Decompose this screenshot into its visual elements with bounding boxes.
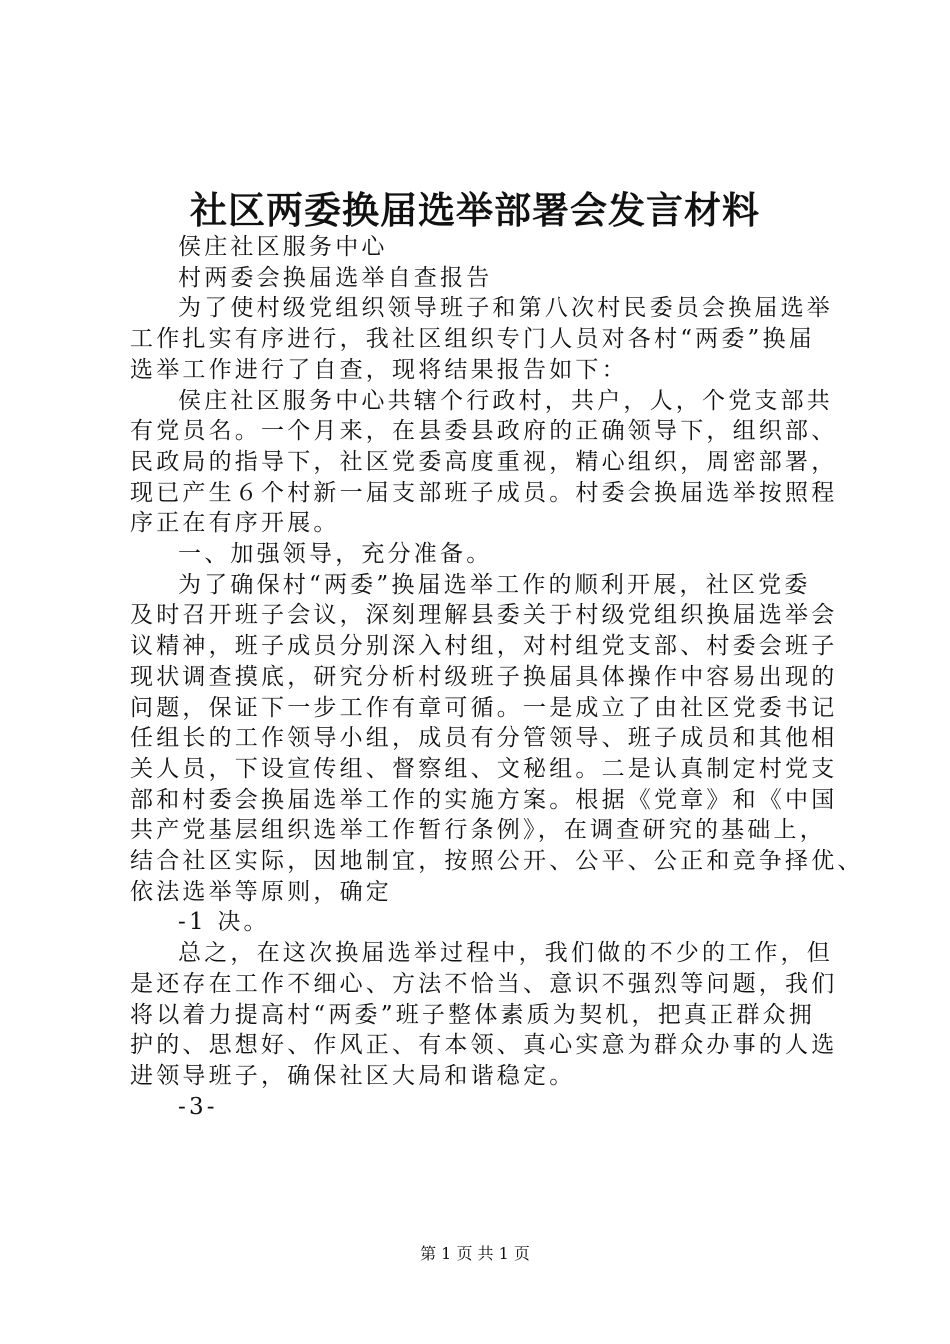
- text-line: 关人员，下设宣传组、督察组、文秘组。二是认真制定村党支: [130, 755, 838, 782]
- text-line: 为了使村级党组织领导班子和第八次村民委员会换届选举: [178, 295, 833, 322]
- text-line: 问题，保证下一步工作有章可循。一是成立了由社区党委书记: [130, 694, 838, 721]
- text-line: 议精神，班子成员分别深入村组，对村组党支部、村委会班子: [130, 633, 838, 660]
- text-line: 现已产生６个村新一届支部班子成员。村委会换届选举按照程: [130, 479, 838, 506]
- text-line: 护的、思想好、作风正、有本领、真心实意为群众办事的人选: [130, 1032, 838, 1059]
- text-line: 共产党基层组织选举工作暂行条例》，在调查研究的基础上，: [130, 817, 826, 844]
- text-line: 民政局的指导下，社区党委高度重视，精心组织，周密部署，: [130, 448, 838, 475]
- text-line: 为了确保村“两委”换届选举工作的顺利开展，社区党委: [178, 571, 811, 598]
- text-line: 村两委会换届选举自查报告: [178, 264, 493, 291]
- text-line: -3-: [178, 1093, 218, 1120]
- text-line: 依法选举等原则，确定: [130, 878, 392, 905]
- document-title: 社区两委换届选举部署会发言材料: [190, 188, 760, 232]
- text-line: 侯庄社区服务中心: [178, 234, 388, 260]
- text-line: 总之，在这次换届选举过程中，我们做的不少的工作，但: [178, 940, 833, 967]
- text-line: 侯庄社区服务中心共辖个行政村，共户，人，个党支部共: [178, 387, 833, 414]
- text-line: 部和村委会换届选举工作的实施方案。根据《党章》和《中国: [130, 786, 838, 813]
- document-body: [130, 232, 864, 1122]
- text-line: 及时召开班子会议，深刻理解县委关于村级党组织换届选举会: [130, 602, 838, 629]
- page-footer: 第 1 页 共 1 页: [420, 1244, 530, 1263]
- text-line: 现状调查摸底，研究分析村级班子换届具体操作中容易出现的: [130, 663, 838, 690]
- text-line: 结合社区实际，因地制宜，按照公开、公平、公正和竞争择优、: [130, 848, 864, 875]
- text-line: 选举工作进行了自查，现将结果报告如下：: [130, 356, 628, 383]
- text-line: 一、加强领导，充分准备。: [178, 541, 493, 568]
- text-line: 将以着力提高村“两委”班子整体素质为契机，把真正群众拥: [130, 1001, 815, 1028]
- text-line: -1 决。: [178, 909, 270, 936]
- text-line: 任组长的工作领导小组，成员有分管领导、班子成员和其他相: [130, 725, 838, 752]
- text-line: 工作扎实有序进行，我社区组织专门人员对各村“两委”换届: [130, 326, 815, 353]
- text-line: 有党员名。一个月来，在县委县政府的正确领导下，组织部、: [130, 418, 838, 445]
- text-line: 是还存在工作不细心、方法不恰当、意识不强烈等问题，我们: [130, 970, 838, 997]
- text-line: 进领导班子，确保社区大局和谐稳定。: [130, 1062, 576, 1089]
- text-line: 序正在有序开展。: [130, 510, 340, 537]
